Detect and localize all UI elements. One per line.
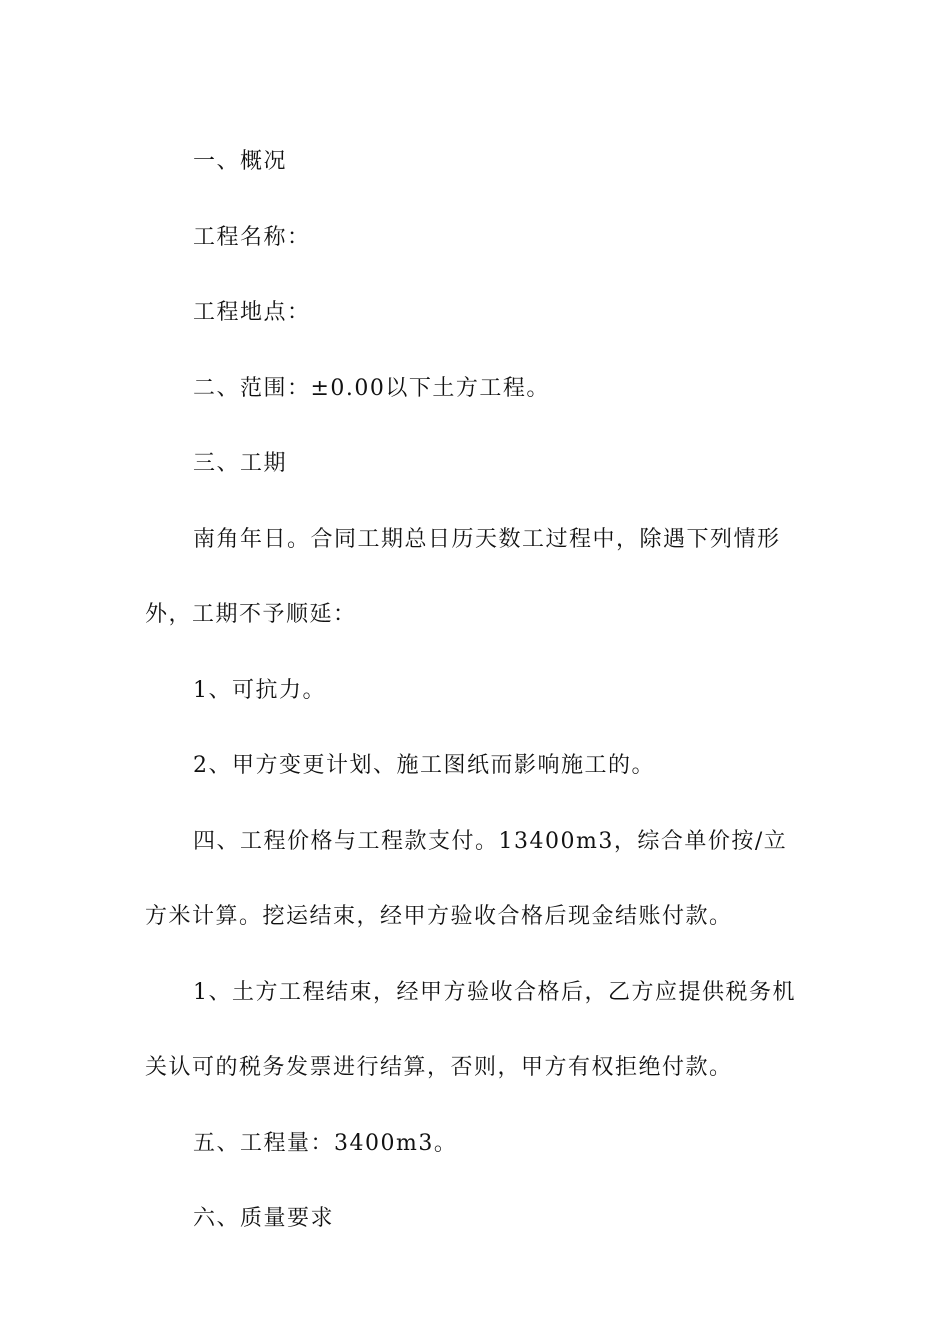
document-body — [145, 124, 810, 1257]
schedule-item-2: 2、甲方变更计划、施工图纸而影响施工的。 — [193, 753, 655, 778]
project-name-line: 工程名称： — [193, 224, 311, 250]
section-heading-quality: 六、质量要求 — [193, 1206, 335, 1231]
schedule-item-1: 1、可抗力。 — [193, 677, 326, 703]
section-quantity: 五、工程量：3400m3。 — [193, 1130, 458, 1156]
project-location-line: 工程地点： — [193, 300, 311, 325]
section-scope: 二、范围：±0.00以下土方工程。 — [193, 375, 550, 401]
schedule-paragraph: 南角年日。合同工期总日历天数工过程中，除遇下列情形外，工期不予顺延： — [145, 526, 781, 627]
section-price-payment: 四、工程价格与工程款支付。13400m3，综合单价按/立方米计算。挖运结束，经甲方验收合格后现金结账付款。 — [145, 828, 788, 929]
payment-item-1: 1、土方工程结束，经甲方验收合格后，乙方应提供税务机关认可的税务发票进行结算，否则，甲方有权拒绝付款。 — [145, 979, 796, 1080]
section-heading-overview: 一、概况 — [193, 149, 288, 174]
section-heading-schedule: 三、工期 — [193, 451, 288, 476]
